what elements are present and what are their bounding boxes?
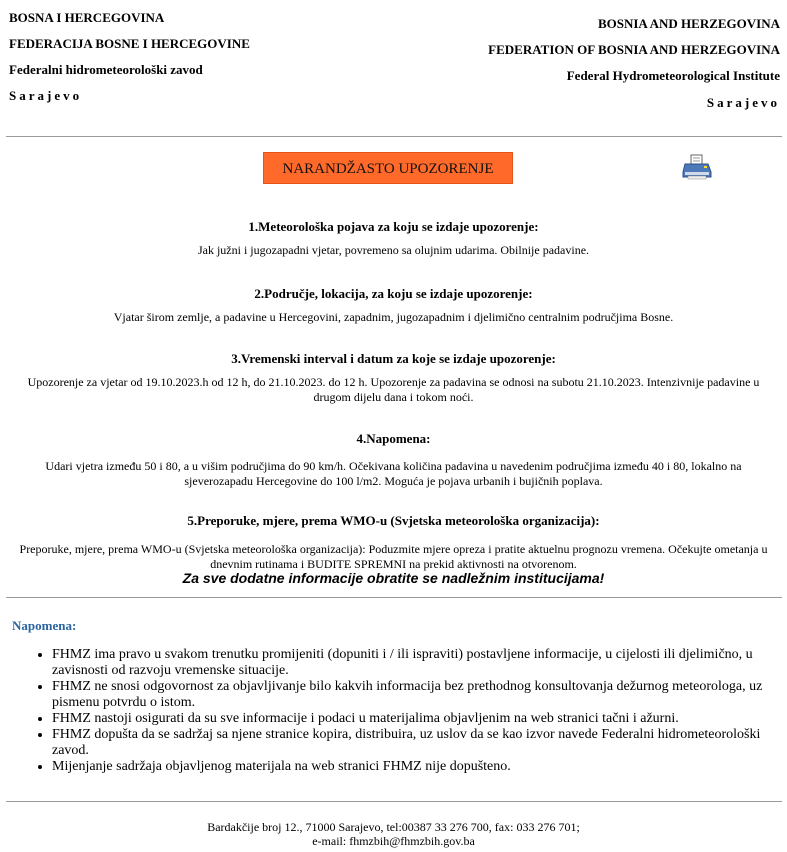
header-right-country: BOSNIA AND HERZEGOVINA [597, 16, 780, 31]
section-3-text: Upozorenje za vjetar od 19.10.2023.h od 12 h, do 21.10.2023. do 12 h. Upozorenje za padavina se odnosi na subotu 21.10.2023. Intenzivnije padavine u drugom dijelu dana i tokom noći. [27, 375, 760, 404]
list-item: • FHMZ ne snosi odgovornost za objavljivanje bilo kakvih informacija bez prethodnog konsultovanja dežurnog meteorologa, uz pismenu potvrdu o istom. [52, 679, 787, 711]
list-item: • FHMZ dopušta da se sadržaj sa njene stranice kopira, distribuira, uz uslov da se kao izvor navede Federalni hidrometeorološki zavod. [52, 727, 787, 759]
section-5-emphasis: Za sve dodatne informacije obratite se nadležnim institucijama! [182, 570, 605, 586]
header-left-country: BOSNA I HERCEGOVINA [9, 10, 165, 25]
header-left-institute: Federalni hidrometeorološki zavod [9, 62, 203, 77]
footer-address: Bardakčije broj 12., 71000 Sarajevo, tel:00387 33 276 700, fax: 033 276 701; [207, 820, 580, 834]
header-divider [6, 136, 782, 137]
section-1-text: Jak južni i jugozapadni vjetar, povremeno sa olujnim udarima. Obilnije padavine. [197, 243, 590, 257]
list-item: • FHMZ nastoji osigurati da su sve informacije i podaci u materijalima objavljenim na web stranici tačni i ažurni. [52, 711, 787, 727]
footer [0, 820, 787, 848]
header-right-institute: Federal Hydrometeorological Institute [566, 68, 780, 83]
footer-divider [6, 801, 782, 802]
header-left-federation: FEDERACIJA BOSNE I HERCEGOVINE [9, 36, 250, 51]
list-item: • FHMZ ima pravo u svakom trenutku promijeniti (dopuniti i / ili ispraviti) postavljene informacije, u cijelosti ili djelimično, u zavisnosti od razvoju vremenske situacije. [52, 647, 787, 679]
section-4-text: Udari vjetra između 50 i 80, a u višim područjima do 90 km/h. Očekivana količina padavina u navedenim područjima između 40 i 80, lokalno na sjeverozapadu Hercegovine do 100 l/m2. Moguća je pojava urbanih i bujičnih poplava. [45, 459, 742, 488]
section-4-title: 4.Napomena: [356, 431, 431, 446]
printer-icon[interactable] [682, 154, 712, 180]
section-2-title: 2.Područje, lokacija, za koju se izdaje upozorenje: [254, 286, 533, 301]
napomena-list [14, 647, 787, 775]
warning-level-badge: NARANDŽASTO UPOZORENJE [263, 152, 513, 184]
header-left-city: Sarajevo [9, 88, 83, 103]
section-3-title: 3.Vremenski interval i datum za koje se izdaje upozorenje: [231, 351, 556, 366]
footer-email[interactable]: e-mail: fhmzbih@fhmzbih.gov.ba [312, 834, 475, 848]
napomena-title: Napomena: [12, 618, 77, 633]
section-5-text: Preporuke, mjere, prema WMO-u (Svjetska meteorološka organizacija): Poduzmite mjere opreza i pratite aktuelnu prognozu vremena. Očekujte ometanja u dnevnim rutinama i BUDITE SPREMNI na prekid aktivnosti na otvorenom. [19, 542, 768, 571]
section-5-title: 5.Preporuke, mjere, prema WMO-u (Svjetska meteorološka organizacija): [187, 513, 600, 528]
header-right-city: Sarajevo [706, 95, 780, 110]
list-item: • Mijenjanje sadržaja objavljenog materijala na web stranici FHMZ nije dopušteno. [52, 759, 787, 775]
section-2-text: Vjatar širom zemlje, a padavine u Hercegovini, zapadnim, jugozapadnim i djelimično centralnim područjima Bosne. [113, 310, 674, 324]
section-1-title: 1.Meteorološka pojava za koju se izdaje upozorenje: [248, 219, 539, 234]
content-divider [6, 597, 782, 598]
header-right-federation: FEDERATION OF BOSNIA AND HERZEGOVINA [488, 42, 780, 57]
